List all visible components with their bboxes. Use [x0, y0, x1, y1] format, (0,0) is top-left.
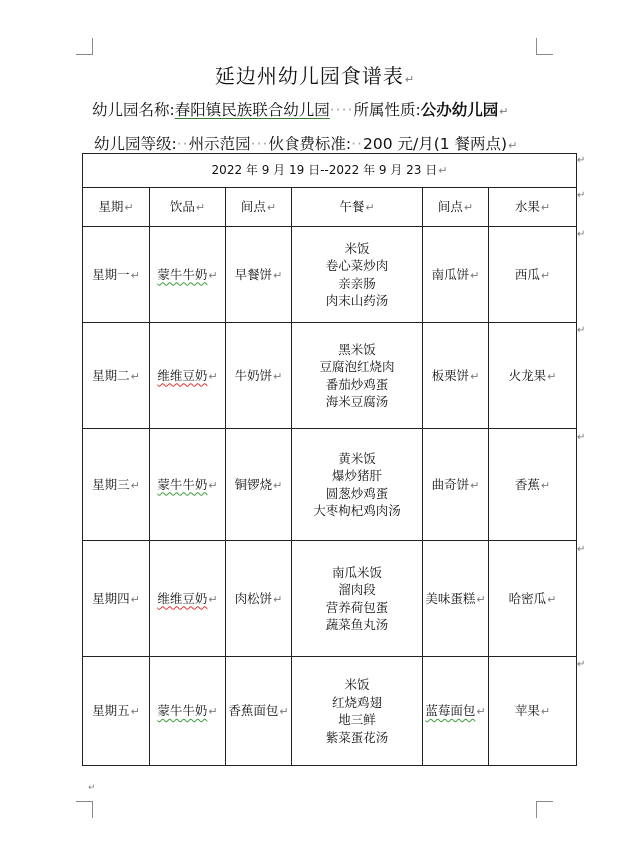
lunch-cell[interactable]: 南瓜米饭 溜肉段 营养荷包蛋 蔬菜鱼丸汤 [292, 541, 423, 657]
snack2-cell[interactable]: 板栗饼↵ [423, 323, 489, 429]
drink-cell[interactable]: 蒙牛牛奶↵ [150, 227, 226, 323]
header-cell-drink[interactable]: 饮品↵ [150, 188, 226, 227]
page-corner-mark-top-right [536, 38, 553, 55]
lunch-cell[interactable]: 黄米饭 爆炒猪肝 圆葱炒鸡蛋 大枣枸杞鸡肉汤 [292, 429, 423, 541]
fee-value[interactable]: 200 元/月(1 餐两点) [362, 135, 508, 153]
table-row [83, 657, 577, 766]
grade-label: 幼儿园等级: [94, 135, 177, 153]
header-cell-snack1[interactable]: 间点↵ [226, 188, 292, 227]
snack2-cell[interactable]: 曲奇饼↵ [423, 429, 489, 541]
fruit-cell[interactable]: 香蕉↵ [489, 429, 577, 541]
row-end-mark: ↵ [577, 229, 586, 240]
row-end-mark: ↵ [577, 544, 586, 555]
info-line-grade: 幼儿园等级:··州示范园···伙食费标准:··200 元/月(1 餐两点)↵ [94, 135, 518, 153]
table-row [83, 429, 577, 541]
fruit-cell[interactable]: 哈密瓜↵ [489, 541, 577, 657]
day-cell[interactable]: 星期四↵ [83, 541, 150, 657]
snack2-cell[interactable]: 蓝莓面包↵ [423, 657, 489, 766]
header-cell-fruit[interactable]: 水果↵ [489, 188, 577, 227]
snack2-cell[interactable]: 美味蛋糕↵ [423, 541, 489, 657]
day-cell[interactable]: 星期三↵ [83, 429, 150, 541]
fruit-cell[interactable]: 火龙果↵ [489, 323, 577, 429]
nature-value[interactable]: 公办幼儿园 [420, 101, 499, 119]
snack1-cell[interactable]: 牛奶饼↵ [226, 323, 292, 429]
page-corner-mark-bottom-right [536, 801, 553, 818]
row-end-mark: ↵ [577, 190, 586, 201]
table-row [83, 541, 577, 657]
page-title: 延边州幼儿园食谱表↵ [214, 64, 416, 88]
lunch-cell[interactable]: 黑米饭 豆腐泡红烧肉 番茄炒鸡蛋 海米豆腐汤 [292, 323, 423, 429]
menu-table [82, 153, 577, 766]
date-row [83, 154, 577, 188]
lunch-cell[interactable]: 米饭 卷心菜炒肉 亲亲肠 肉末山药汤 [292, 227, 423, 323]
snack1-cell[interactable]: 肉松饼↵ [226, 541, 292, 657]
nature-label: 所属性质: [353, 101, 421, 119]
grade-value[interactable]: 州示范园 [188, 135, 251, 153]
snack1-cell[interactable]: 早餐饼↵ [226, 227, 292, 323]
day-cell[interactable]: 星期五↵ [83, 657, 150, 766]
lunch-cell[interactable]: 米饭 红烧鸡翅 地三鲜 紫菜蛋花汤 [292, 657, 423, 766]
day-cell[interactable]: 星期二↵ [83, 323, 150, 429]
table-row [83, 323, 577, 429]
snack2-cell[interactable]: 南瓜饼↵ [423, 227, 489, 323]
row-end-mark: ↵ [577, 155, 586, 166]
snack1-cell[interactable]: 香蕉面包↵ [226, 657, 292, 766]
row-end-mark: ↵ [577, 432, 586, 443]
fruit-cell[interactable]: 苹果↵ [489, 657, 577, 766]
table-row [83, 227, 577, 323]
row-end-mark: ↵ [577, 659, 586, 670]
page-corner-mark-top-left [76, 38, 93, 55]
fruit-cell[interactable]: 西瓜↵ [489, 227, 577, 323]
drink-cell[interactable]: 蒙牛牛奶↵ [150, 657, 226, 766]
row-end-mark: ↵ [577, 325, 586, 336]
header-cell-lunch[interactable]: 午餐↵ [292, 188, 423, 227]
name-label: 幼儿园名称: [92, 101, 175, 119]
paragraph-mark: ↵ [88, 783, 96, 793]
header-cell-day[interactable]: 星期↵ [83, 188, 150, 227]
header-cell-snack2[interactable]: 间点↵ [423, 188, 489, 227]
date-range-cell[interactable]: 2022 年 9 月 19 日--2022 年 9 月 23 日↵ [83, 154, 577, 188]
drink-cell[interactable]: 维维豆奶↵ [150, 541, 226, 657]
header-row [83, 188, 577, 227]
name-value[interactable]: 春阳镇民族联合幼儿园 [174, 101, 330, 119]
snack1-cell[interactable]: 铜锣烧↵ [226, 429, 292, 541]
info-line-name: 幼儿园名称:春阳镇民族联合幼儿园····所属性质:公办幼儿园↵ [92, 101, 509, 119]
fee-label: 伙食费标准: [268, 135, 352, 153]
drink-cell[interactable]: 维维豆奶↵ [150, 323, 226, 429]
day-cell[interactable]: 星期一↵ [83, 227, 150, 323]
page-corner-mark-bottom-left [76, 801, 93, 818]
drink-cell[interactable]: 蒙牛牛奶↵ [150, 429, 226, 541]
